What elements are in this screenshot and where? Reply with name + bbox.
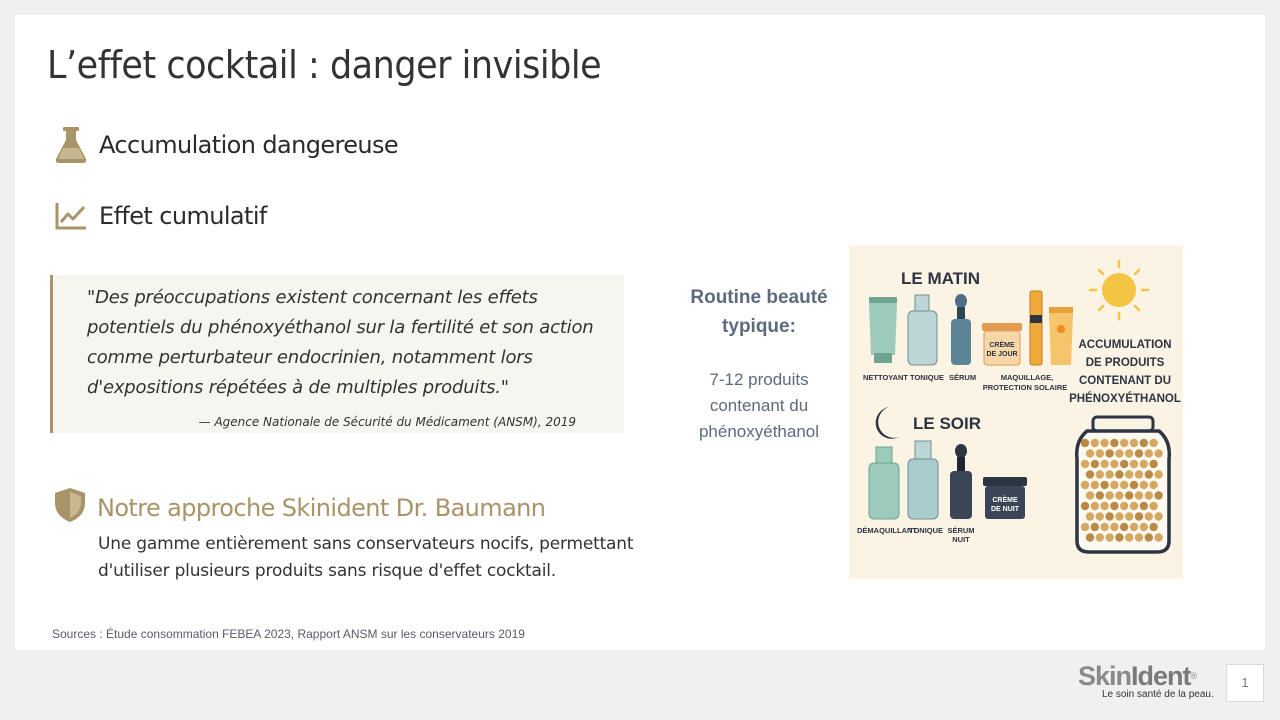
svg-text:SÉRUM: SÉRUM [947,526,975,535]
svg-text:CRÈME: CRÈME [989,342,1015,349]
foundation-bottle-icon [1030,291,1042,365]
accumulation-jar-icon [1077,417,1170,552]
svg-text:PROTECTION SOLAIRE: PROTECTION SOLAIRE [982,383,1068,392]
routine-subtitle: 7-12 produits contenant du phénoxyéthanol [698,370,820,441]
svg-text:CRÈME: CRÈME [992,497,1018,504]
quote-attribution: — Agence Nationale de Sécurité du Médicament (ANSM), 2019 [198,415,576,429]
makeup-remover-bottle-icon [869,447,899,519]
day-cream-jar-icon [982,323,1022,365]
svg-text:NUIT: NUIT [952,535,970,544]
svg-text:NETTOYANT: NETTOYANT [863,373,909,382]
line-chart-icon [53,198,89,234]
slide-title: L’effet cocktail : danger invisible [47,43,602,87]
morning-title: LE MATIN [901,269,981,288]
slide [15,15,1265,650]
quote-text: "Des préoccupations existent concernant les effets potentiels du phénoxyéthanol sur la fertilité et son action comme perturbateur endocrinien, notamment lors d'expositions répétées à de multiples produits." [87,287,594,398]
night-serum-dropper-icon [950,444,972,519]
routine-title: Routine beauté typique: [690,287,828,337]
bullet-accumulation [53,127,398,163]
evening-toner-bottle-icon [908,441,938,519]
svg-text:DE JOUR: DE JOUR [986,351,1018,358]
bullet-label: Accumulation dangereuse [99,131,399,159]
night-cream-jar-icon [983,477,1027,519]
svg-text:SÉRUM: SÉRUM [949,373,977,382]
svg-text:ACCUMULATION: ACCUMULATION [1078,339,1172,351]
svg-text:CONTENANT DU: CONTENANT DU [1079,375,1171,387]
bullet-label: Effet cumulatif [99,202,267,230]
moon-icon [876,407,899,439]
skinident-logo: SkinIdent® Le soin santé de la peau. [1078,661,1214,700]
svg-text:DE NUIT: DE NUIT [991,506,1019,513]
evening-title: LE SOIR [913,414,982,433]
svg-text:DE PRODUITS: DE PRODUITS [1085,357,1165,369]
approach-section [53,487,634,581]
page-number: 1 [1226,664,1264,702]
sources-note: Sources : Étude consommation FEBEA 2023, Rapport ANSM sur les conservateurs 2019 [52,627,525,641]
approach-heading: Notre approche Skinident Dr. Baumann [97,493,546,522]
svg-text:DÉMAQUILLANT: DÉMAQUILLANT [857,526,917,535]
svg-text:TONIQUE: TONIQUE [909,526,944,535]
bullet-cumulative [53,198,267,234]
svg-text:TONIQUE: TONIQUE [910,373,945,382]
flask-icon [53,127,89,163]
routine-illustration [849,245,1183,579]
quote-block [50,275,624,433]
toner-bottle-icon [908,295,937,365]
sun-icon [1090,261,1148,319]
svg-text:MAQUILLAGE,: MAQUILLAGE, [1000,373,1054,382]
cleanser-tube-icon [869,297,897,363]
approach-description: Une gamme entièrement sans conservateurs nocifs, permettant d'utiliser plusieurs produits sans risque d'effet cocktail. [98,534,634,581]
sunscreen-tube-icon [1049,307,1073,365]
svg-text:PHÉNOXYÉTHANOL: PHÉNOXYÉTHANOL [1069,393,1181,405]
shield-icon [53,487,87,528]
serum-dropper-icon [951,294,971,365]
